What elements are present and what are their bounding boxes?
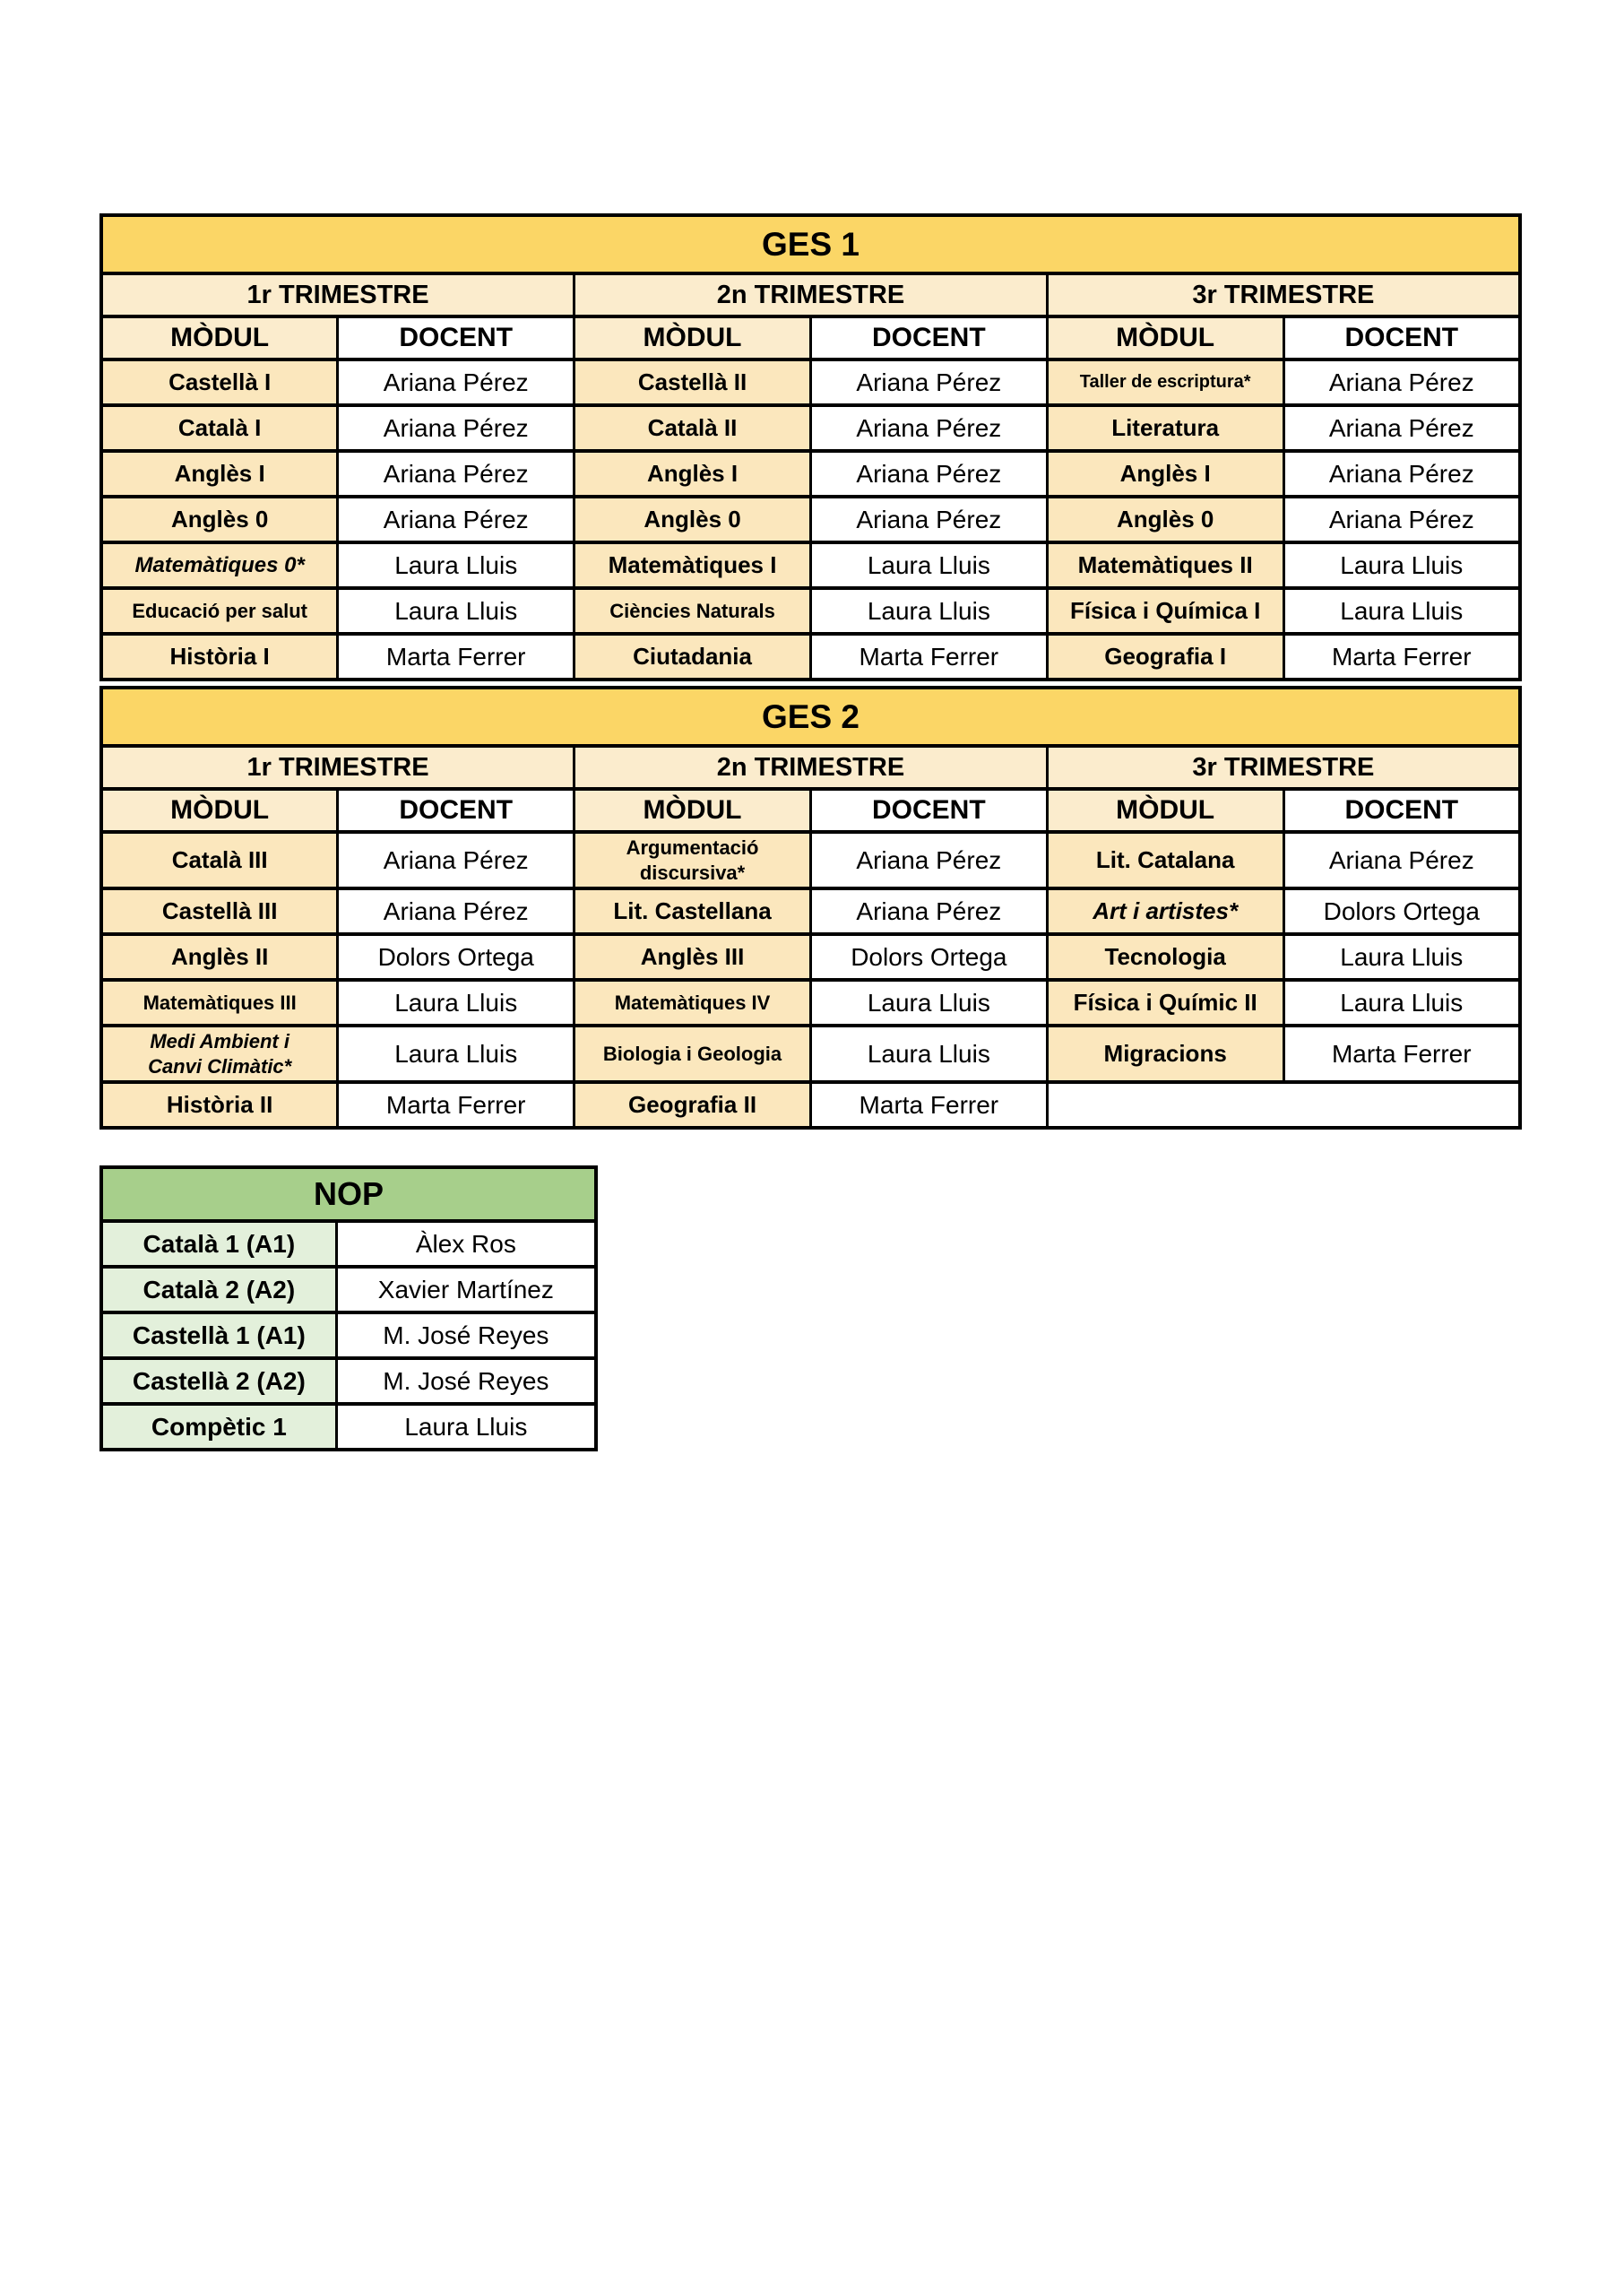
docent-cell: M. José Reyes [336, 1358, 596, 1404]
docent-cell: Ariana Pérez [1283, 359, 1520, 405]
table-row [101, 1026, 1520, 1082]
table-row [101, 1312, 596, 1358]
module-cell: Literatura [1047, 405, 1283, 451]
module-cell: Migracions [1047, 1026, 1283, 1082]
nop-title: NOP [101, 1167, 596, 1221]
docent-cell: Ariana Pérez [810, 359, 1047, 405]
docent-cell: Ariana Pérez [1283, 832, 1520, 888]
modul-header: MÒDUL [101, 789, 338, 832]
ges2-table [99, 686, 1522, 1130]
table-row [101, 316, 1520, 359]
module-cell: Matemàtiques 0* [101, 542, 338, 588]
docent-cell: Ariana Pérez [810, 405, 1047, 451]
ges1-trimester-2: 2n TRIMESTRE [574, 273, 1048, 316]
table-row [101, 1404, 596, 1450]
table-row [101, 1082, 1520, 1128]
module-cell: Art i artistes* [1047, 888, 1283, 934]
module-cell: Geografia II [574, 1082, 811, 1128]
table-row [101, 789, 1520, 832]
ges2-trimester-3: 3r TRIMESTRE [1047, 746, 1520, 789]
table-row [101, 215, 1520, 273]
docent-cell: Ariana Pérez [338, 888, 574, 934]
docent-header: DOCENT [810, 316, 1047, 359]
modul-header: MÒDUL [574, 789, 811, 832]
empty-cell [1047, 1082, 1520, 1128]
module-cell: Anglès I [1047, 451, 1283, 497]
docent-cell: Laura Lluis [810, 588, 1047, 634]
docent-cell: Laura Lluis [338, 1026, 574, 1082]
docent-cell: M. José Reyes [336, 1312, 596, 1358]
module-cell: Català 1 (A1) [101, 1221, 336, 1267]
table-row [101, 1221, 596, 1267]
table-row [101, 588, 1520, 634]
docent-cell: Ariana Pérez [810, 832, 1047, 888]
docent-header: DOCENT [1283, 789, 1520, 832]
table-row [101, 980, 1520, 1026]
ges1-title: GES 1 [101, 215, 1520, 273]
table-row [101, 405, 1520, 451]
module-cell: Matemàtiques IV [574, 980, 811, 1026]
docent-cell: Laura Lluis [338, 542, 574, 588]
docent-cell: Marta Ferrer [810, 1082, 1047, 1128]
module-cell: Anglès II [101, 934, 338, 980]
docent-cell: Laura Lluis [1283, 934, 1520, 980]
module-cell: Castellà III [101, 888, 338, 934]
table-row [101, 359, 1520, 405]
table-row [101, 688, 1520, 746]
docent-cell: Àlex Ros [336, 1221, 596, 1267]
module-cell: Taller de escriptura* [1047, 359, 1283, 405]
module-cell: Física i Química I [1047, 588, 1283, 634]
table-row [101, 542, 1520, 588]
ges2-trimester-2: 2n TRIMESTRE [574, 746, 1048, 789]
module-cell: Tecnologia [1047, 934, 1283, 980]
module-cell: Història I [101, 634, 338, 680]
module-cell: Geografia I [1047, 634, 1283, 680]
table-row [101, 746, 1520, 789]
module-cell: Català III [101, 832, 338, 888]
module-cell: Anglès 0 [574, 497, 811, 542]
module-cell: Història II [101, 1082, 338, 1128]
docent-cell: Ariana Pérez [338, 359, 574, 405]
docent-cell: Xavier Martínez [336, 1267, 596, 1312]
docent-cell: Dolors Ortega [338, 934, 574, 980]
docent-cell: Marta Ferrer [1283, 634, 1520, 680]
docent-cell: Dolors Ortega [810, 934, 1047, 980]
module-cell: Física i Químic II [1047, 980, 1283, 1026]
table-row [101, 1358, 596, 1404]
table-row [101, 934, 1520, 980]
docent-cell: Ariana Pérez [810, 497, 1047, 542]
table-row [101, 832, 1520, 888]
module-cell: Anglès 0 [101, 497, 338, 542]
docent-cell: Marta Ferrer [810, 634, 1047, 680]
module-cell: Biologia i Geologia [574, 1026, 811, 1082]
module-cell: Compètic 1 [101, 1404, 336, 1450]
module-cell: Ciències Naturals [574, 588, 811, 634]
module-cell: Català II [574, 405, 811, 451]
modul-header: MÒDUL [1047, 316, 1283, 359]
module-cell: Anglès 0 [1047, 497, 1283, 542]
ges1-table [99, 213, 1522, 681]
module-cell: Lit. Castellana [574, 888, 811, 934]
docent-header: DOCENT [338, 789, 574, 832]
modul-header: MÒDUL [1047, 789, 1283, 832]
table-row [101, 273, 1520, 316]
docent-cell: Laura Lluis [1283, 588, 1520, 634]
module-cell: Castellà II [574, 359, 811, 405]
docent-cell: Dolors Ortega [1283, 888, 1520, 934]
docent-cell: Laura Lluis [338, 980, 574, 1026]
docent-cell: Ariana Pérez [1283, 405, 1520, 451]
docent-cell: Laura Lluis [336, 1404, 596, 1450]
docent-cell: Marta Ferrer [338, 1082, 574, 1128]
nop-table [99, 1165, 598, 1451]
docent-cell: Marta Ferrer [338, 634, 574, 680]
docent-cell: Laura Lluis [810, 980, 1047, 1026]
module-cell: Argumentació discursiva* [574, 832, 811, 888]
ges1-trimester-3: 3r TRIMESTRE [1047, 273, 1520, 316]
docent-cell: Laura Lluis [1283, 980, 1520, 1026]
docent-cell: Marta Ferrer [1283, 1026, 1520, 1082]
docent-cell: Ariana Pérez [1283, 451, 1520, 497]
module-cell: Anglès I [574, 451, 811, 497]
docent-cell: Ariana Pérez [338, 832, 574, 888]
module-cell: Castellà 1 (A1) [101, 1312, 336, 1358]
ges2-trimester-1: 1r TRIMESTRE [101, 746, 574, 789]
module-cell: Anglès III [574, 934, 811, 980]
table-row [101, 1167, 596, 1221]
docent-cell: Laura Lluis [338, 588, 574, 634]
modul-header: MÒDUL [574, 316, 811, 359]
docent-cell: Ariana Pérez [338, 405, 574, 451]
module-cell: Matemàtiques II [1047, 542, 1283, 588]
module-cell: Ciutadania [574, 634, 811, 680]
docent-header: DOCENT [338, 316, 574, 359]
module-cell: Català I [101, 405, 338, 451]
module-cell: Matemàtiques I [574, 542, 811, 588]
ges2-title: GES 2 [101, 688, 1520, 746]
module-cell: Matemàtiques III [101, 980, 338, 1026]
modul-header: MÒDUL [101, 316, 338, 359]
docent-cell: Laura Lluis [810, 1026, 1047, 1082]
table-row [101, 451, 1520, 497]
docent-cell: Ariana Pérez [338, 451, 574, 497]
module-cell: Castellà I [101, 359, 338, 405]
table-row [101, 1267, 596, 1312]
docent-cell: Ariana Pérez [338, 497, 574, 542]
module-cell: Català 2 (A2) [101, 1267, 336, 1312]
table-row [101, 634, 1520, 680]
docent-cell: Ariana Pérez [1283, 497, 1520, 542]
docent-cell: Ariana Pérez [810, 888, 1047, 934]
module-cell: Educació per salut [101, 588, 338, 634]
docent-header: DOCENT [810, 789, 1047, 832]
docent-cell: Laura Lluis [810, 542, 1047, 588]
ges1-trimester-1: 1r TRIMESTRE [101, 273, 574, 316]
module-cell: Anglès I [101, 451, 338, 497]
module-cell: Lit. Catalana [1047, 832, 1283, 888]
module-cell: Castellà 2 (A2) [101, 1358, 336, 1404]
docent-cell: Laura Lluis [1283, 542, 1520, 588]
docent-cell: Ariana Pérez [810, 451, 1047, 497]
docent-header: DOCENT [1283, 316, 1520, 359]
table-row [101, 497, 1520, 542]
table-row [101, 888, 1520, 934]
module-cell: Medi Ambient i Canvi Climàtic* [101, 1026, 338, 1082]
